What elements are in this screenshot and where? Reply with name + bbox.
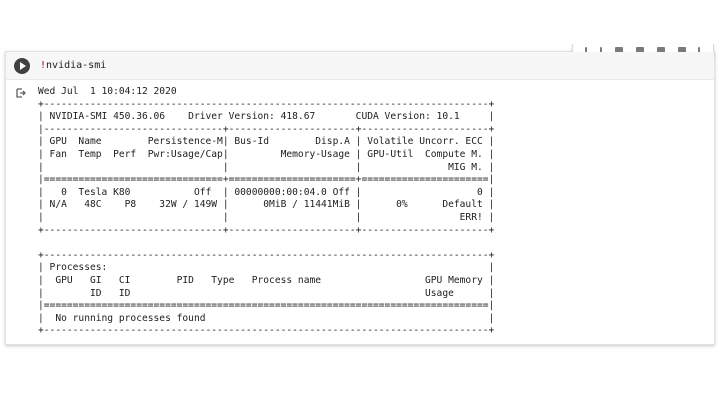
output-line: +-----------------------------------------------------------------------------+: [38, 98, 495, 110]
output-line: [38, 237, 494, 250]
output-line: |-------------------------------+----------------------+----------------------+: [38, 123, 495, 135]
output-line: |=============================================================================|: [38, 300, 495, 312]
output-line: | No running processes found |: [38, 312, 495, 324]
cell-output: [38, 86, 494, 338]
code-editor[interactable]: [40, 60, 106, 72]
output-line: +-----------------------------------------------------------------------------+: [38, 249, 495, 261]
output-line: | GPU Name Persistence-M| Bus-Id Disp.A | Volatile Uncorr. ECC |: [38, 136, 495, 148]
output-line: | NVIDIA-SMI 450.36.06 Driver Version: 418.67 CUDA Version: 10.1 |: [38, 111, 495, 123]
output-line: | Fan Temp Perf Pwr:Usage/Cap| Memory-Usage | GPU-Util Compute M. |: [38, 148, 495, 160]
output-line: +-------------------------------+----------------------+----------------------+: [38, 224, 495, 236]
output-line: Wed Jul 1 10:04:12 2020: [38, 86, 177, 97]
output-action-icon[interactable]: [16, 88, 26, 98]
output-line: | | | ERR! |: [38, 211, 495, 223]
output-line: | Processes: |: [38, 262, 495, 274]
code-cell[interactable]: [5, 51, 715, 345]
command-text: nvidia-smi: [46, 60, 107, 71]
output-line: | N/A 48C P8 32W / 149W | 0MiB / 11441MiB | 0% Default |: [38, 199, 495, 211]
shell-prefix: !: [40, 60, 47, 71]
run-cell-button[interactable]: [14, 58, 30, 74]
output-line: +-----------------------------------------------------------------------------+: [38, 325, 495, 337]
output-line: | ID ID Usage |: [38, 287, 495, 299]
cell-input[interactable]: [6, 52, 714, 80]
output-line: | | | MIG M. |: [38, 161, 495, 173]
output-line: | 0 Tesla K80 Off | 00000000:00:04.0 Off | 0 |: [38, 186, 495, 198]
output-line: |===============================+======================+======================|: [38, 174, 495, 186]
output-line: | GPU GI CI PID Type Process name GPU Memory |: [38, 274, 495, 286]
